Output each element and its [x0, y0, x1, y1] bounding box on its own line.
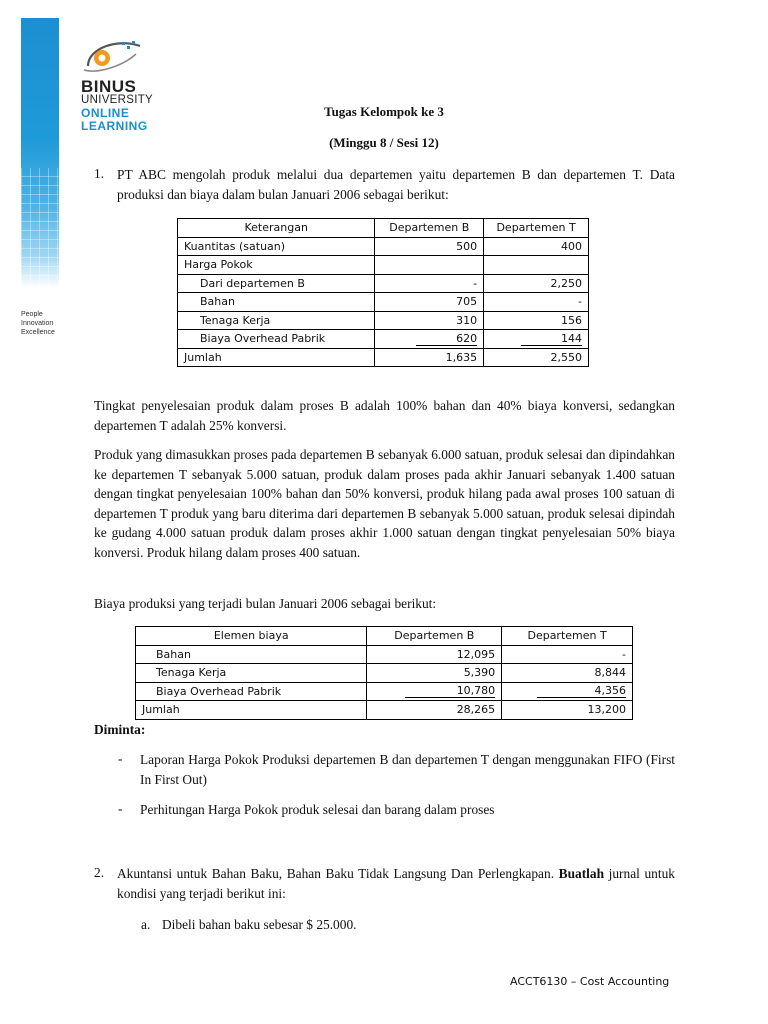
tagline-line: Innovation [21, 320, 54, 327]
table-cell: 1,635 [375, 348, 484, 367]
table-header: Departemen T [502, 627, 633, 646]
diminta-heading: Diminta: [94, 722, 146, 737]
binus-logo [78, 36, 208, 136]
question-2-intro-cont: jurnal untuk kondisi yang terjadi berikut ini: [117, 866, 675, 901]
table-cell: 156 [484, 311, 589, 330]
table-cell: Bahan [136, 645, 367, 664]
table-cell: Bahan [178, 293, 375, 312]
table-row [178, 311, 589, 330]
question-number: 2. [94, 865, 105, 880]
table-header: Departemen T [484, 219, 589, 238]
question-2-bold: Buatlah [558, 866, 605, 881]
table-cell: - [375, 274, 484, 293]
table-row [178, 237, 589, 256]
requirement-item: Laporan Harga Pokok Produksi departemen B dan departemen T dengan menggunakan FIFO (First In First Out) [140, 752, 675, 787]
paragraph-production-flow: Produk yang dimasukkan proses pada departemen B sebanyak 6.000 satuan, produk selesai dan dipindahkan ke departemen T sebanyak 5.000 satuan, produk dalam proses pada akhir Januari sebanyak 1.400 satuan dengan tingkat penyelesaian 100% bahan dan 50% konversi, produk hilang pada awal proses 100 satuan di departemen T produk yang baru diterima dari departemen B sebanyak 5.000 satuan, produk selesai dipindah ke gudang 4.000 satuan produk dalam proses akhir 1.000 satuan dengan tingkat penyelesaian 50% biaya konversi. Produk hilang dalam proses 400 satuan. [94, 447, 675, 560]
table-cell: 500 [375, 237, 484, 256]
document-title: Tugas Kelompok ke 3 [324, 104, 444, 119]
item-label: a. [141, 917, 151, 932]
production-cost-table [135, 626, 633, 720]
requirement-item: Perhitungan Harga Pokok produk selesai dan barang dalam proses [140, 802, 495, 817]
table-row [136, 664, 633, 683]
table-row [178, 256, 589, 275]
question-2-text [117, 864, 675, 903]
document-subtitle: (Minggu 8 / Sesi 12) [329, 135, 439, 150]
table-cell: 4,356 [537, 684, 627, 698]
table-row [178, 348, 589, 367]
table-cell: Biaya Overhead Pabrik [178, 330, 375, 349]
paragraph-cost-intro: Biaya produksi yang terjadi bulan Januari 2006 sebagai berikut: [94, 596, 437, 611]
logo-university: UNIVERSITY [81, 94, 154, 106]
question-number: 1. [94, 166, 105, 181]
table-cell: Tenaga Kerja [178, 311, 375, 330]
logo-learning: LEARNING [81, 119, 148, 133]
table-cell: - [484, 293, 589, 312]
table-cell: Kuantitas (satuan) [178, 237, 375, 256]
table-cell: 705 [375, 293, 484, 312]
table-row [178, 274, 589, 293]
question-1-intro: PT ABC mengolah produk melalui dua departemen yaitu departemen B dan departemen T. Data produksi dan biaya dalam bulan Januari 2006 sebagai berikut: [117, 167, 675, 202]
production-data-table [177, 218, 589, 367]
table-cell: - [502, 645, 633, 664]
table-cell: Jumlah [178, 348, 375, 367]
table-cell: 12,095 [367, 645, 502, 664]
table-cell: Harga Pokok [178, 256, 375, 275]
table-header: Departemen B [375, 219, 484, 238]
bullet-dash: - [118, 751, 123, 766]
table-cell: 310 [375, 311, 484, 330]
table-cell [484, 256, 589, 275]
table-row [136, 645, 633, 664]
table-row [178, 330, 589, 349]
logo-online: ONLINE [81, 106, 130, 120]
table-cell: Dari departemen B [178, 274, 375, 293]
table-cell: Biaya Overhead Pabrik [136, 682, 367, 701]
table-header: Elemen biaya [136, 627, 367, 646]
table-cell: 400 [484, 237, 589, 256]
table-cell: 10,780 [405, 684, 496, 698]
paragraph-completion-rate: Tingkat penyelesaian produk dalam proses B adalah 100% bahan dan 40% biaya konversi, sedangkan departemen T adalah 25% konversi. [94, 398, 675, 433]
question-2-intro: Akuntansi untuk Bahan Baku, Bahan Baku Tidak Langsung Dan Perlengkapan. [117, 866, 555, 881]
table-cell: 2,550 [484, 348, 589, 367]
table-header: Departemen B [367, 627, 502, 646]
table-cell: 620 [416, 332, 477, 346]
table-cell: Jumlah [136, 701, 367, 720]
item-a-text: Dibeli bahan baku sebesar $ 25.000. [162, 917, 357, 932]
table-row [178, 293, 589, 312]
table-cell: 144 [521, 332, 582, 346]
table-cell: Tenaga Kerja [136, 664, 367, 683]
table-row [136, 701, 633, 720]
tagline-line: People [21, 311, 43, 318]
table-cell [375, 256, 484, 275]
table-header: Keterangan [178, 219, 375, 238]
table-cell: 2,250 [484, 274, 589, 293]
logo-emblem-icon [78, 36, 148, 78]
brand-tagline [21, 310, 55, 337]
table-cell: 28,265 [367, 701, 502, 720]
table-cell: 13,200 [502, 701, 633, 720]
tagline-line: Excellence [21, 329, 55, 336]
table-cell: 5,390 [367, 664, 502, 683]
sidebar-brand-bar [21, 18, 59, 288]
table-cell: 8,844 [502, 664, 633, 683]
page-footer: ACCT6130 – Cost Accounting [510, 975, 670, 988]
bullet-dash: - [118, 801, 123, 816]
table-row [136, 682, 633, 701]
logo-binus: BINUS [81, 77, 137, 96]
